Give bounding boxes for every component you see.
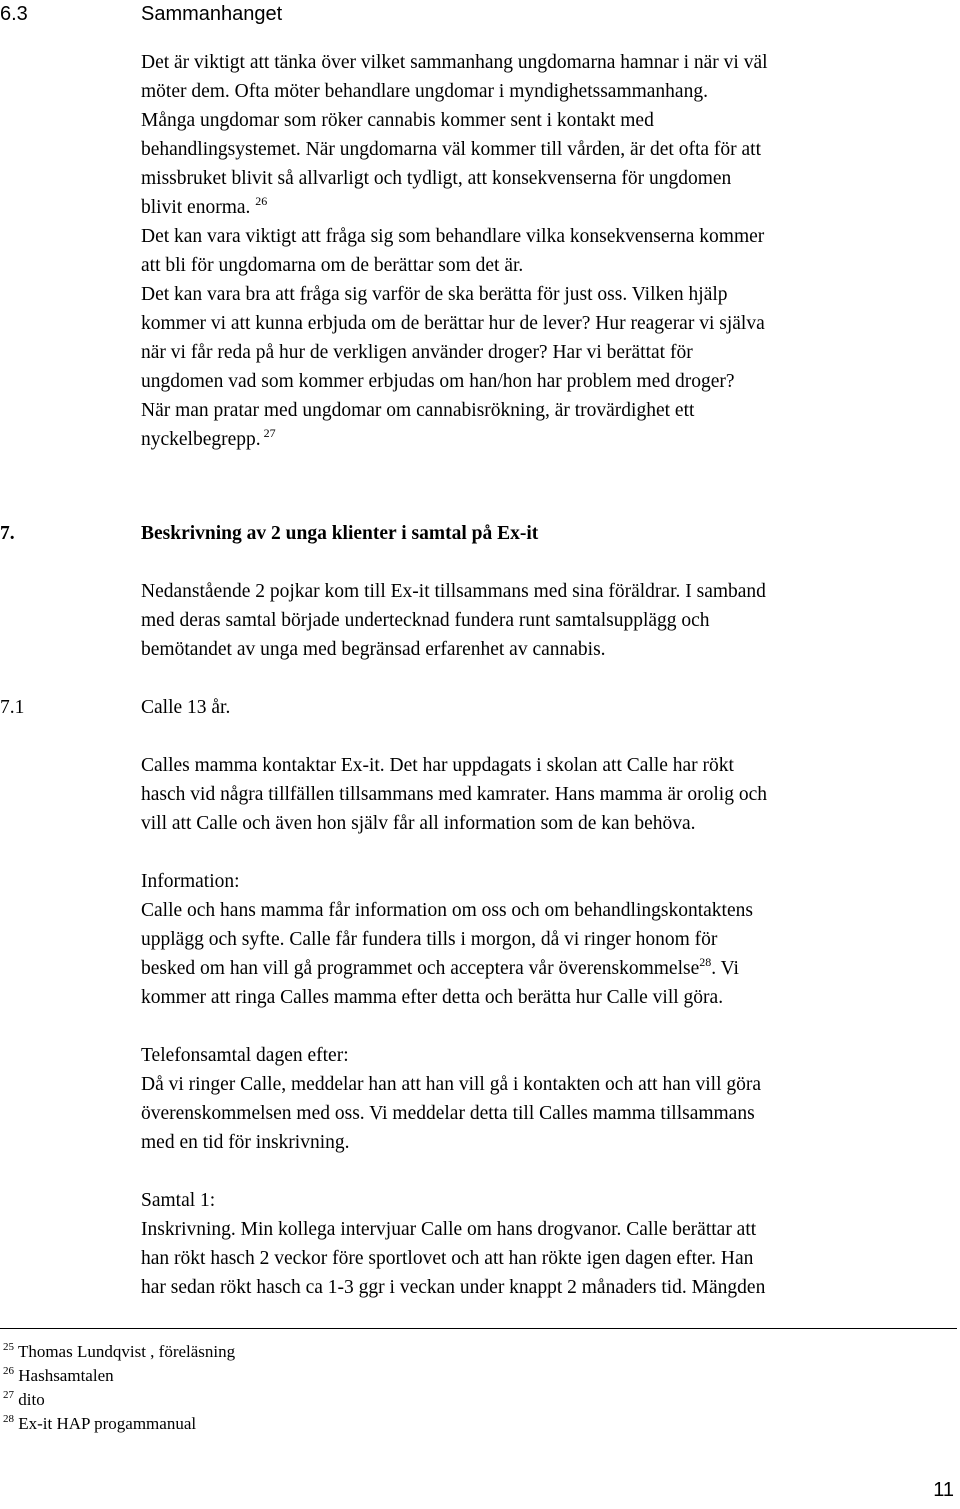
footnote-text: Ex-it HAP progammanual xyxy=(18,1414,197,1433)
section-title: Calle 13 år. xyxy=(141,697,231,718)
text-line: med deras samtal började undertecknad fundera runt samtalsupplägg och xyxy=(141,610,710,631)
text-line: att bli för ungdomarna om de berättar som det är. xyxy=(141,255,524,276)
footnote-ref: 26 xyxy=(255,194,268,208)
text-line: Nedanstående 2 pojkar kom till Ex-it tillsammans med sina föräldrar. I samband xyxy=(141,581,766,602)
text-line xyxy=(141,954,956,983)
section-6-3-body xyxy=(141,48,956,454)
section-number: 6.3 xyxy=(0,3,28,25)
text-line: vill att Calle och även hon själv får all information som de kan behöva. xyxy=(141,813,696,834)
text-line: Många ungdomar som röker cannabis kommer sent i kontakt med xyxy=(141,110,654,131)
section-7-1-intro xyxy=(141,751,956,838)
subheading: Telefonsamtal dagen efter: xyxy=(141,1045,349,1066)
section-7-body xyxy=(141,577,956,664)
footnote xyxy=(3,1364,235,1388)
telefonsamtal-block xyxy=(141,1041,956,1157)
section-title: Sammanhanget xyxy=(141,3,283,25)
text-fragment: . Vi xyxy=(711,958,739,979)
subheading: Samtal 1: xyxy=(141,1190,216,1211)
text-fragment: besked om han vill gå programmet och acceptera vår överenskommelse xyxy=(141,958,700,979)
text-line: möter dem. Ofta möter behandlare ungdomar i myndighetssammanhang. xyxy=(141,81,708,102)
footnote-ref xyxy=(261,426,276,440)
footnote-number: 27 xyxy=(3,1389,14,1401)
text-line: när vi får reda på hur de verkligen använder droger? Har vi berättat för xyxy=(141,342,693,363)
text-line: med en tid för inskrivning. xyxy=(141,1132,350,1153)
footnote-text: Thomas Lundqvist , föreläsning xyxy=(17,1342,236,1361)
footnote-divider xyxy=(0,1328,957,1329)
footnote-number: 28 xyxy=(3,1413,14,1425)
text-line: När man pratar med ungdomar om cannabisrökning, är trovärdighet ett xyxy=(141,400,695,421)
text-fragment: nyckelbegrepp. xyxy=(141,429,261,450)
text-line: Det kan vara viktigt att fråga sig som behandlare vilka konsekvenserna kommer xyxy=(141,226,765,247)
samtal-1-block xyxy=(141,1186,956,1302)
text-line: har sedan rökt hasch ca 1-3 ggr i veckan under knappt 2 månaders tid. Mängden xyxy=(141,1277,766,1298)
text-line: Det kan vara bra att fråga sig varför de ska berätta för just oss. Vilken hjälp xyxy=(141,284,728,305)
text-line: Calles mamma kontaktar Ex-it. Det har uppdagats i skolan att Calle har rökt xyxy=(141,755,734,776)
text-line: Calle och hans mamma får information om oss och om behandlingskontaktens xyxy=(141,900,753,921)
footnote-text: dito xyxy=(18,1390,45,1409)
text-line: kommer att ringa Calles mamma efter detta och berätta hur Calle vill göra. xyxy=(141,987,724,1008)
text-line: behandlingsystemet. När ungdomarna väl kommer till vården, är det ofta för att xyxy=(141,139,762,160)
footnote-number: 25 xyxy=(3,1341,14,1353)
text-line: kommer vi att kunna erbjuda om de berättar hur de lever? Hur reagerar vi själva xyxy=(141,313,765,334)
footnote-text: Hashsamtalen xyxy=(18,1366,114,1385)
text-line: hasch vid några tillfällen tillsammans med kamrater. Hans mamma är orolig och xyxy=(141,784,767,805)
section-number: 7.1 xyxy=(0,697,25,718)
text-line: överenskommelsen med oss. Vi meddelar detta till Calles mamma tillsammans xyxy=(141,1103,755,1124)
section-title: Beskrivning av 2 unga klienter i samtal på Ex-it xyxy=(141,523,539,544)
page-number: 11 xyxy=(933,1479,954,1501)
text-line: ungdomen vad som kommer erbjudas om han/hon har problem med droger? xyxy=(141,371,735,392)
footnote-number: 26 xyxy=(3,1365,14,1377)
section-number: 7. xyxy=(0,523,15,544)
footnotes xyxy=(3,1340,235,1436)
text-line: Inskrivning. Min kollega intervjuar Calle om hans drogvanor. Calle berättar att xyxy=(141,1219,757,1240)
subheading: Information: xyxy=(141,871,240,892)
text-fragment: blivit enorma. xyxy=(141,197,251,218)
text-line xyxy=(141,425,956,454)
footnote xyxy=(3,1412,235,1436)
information-block xyxy=(141,867,956,1012)
footnote xyxy=(3,1388,235,1412)
text-line: missbruket blivit så allvarligt och tydligt, att konsekvenserna för ungdomen xyxy=(141,168,732,189)
text-line: upplägg och syfte. Calle får fundera tills i morgon, då vi ringer honom för xyxy=(141,929,718,950)
text-line: han rökt hasch 2 veckor före sportlovet och att han rökte igen dagen efter. Han xyxy=(141,1248,754,1269)
footnote-ref-number: 27 xyxy=(263,426,276,440)
text-line: bemötandet av unga med begränsad erfarenhet av cannabis. xyxy=(141,639,606,660)
text-line: Då vi ringer Calle, meddelar han att han vill gå i kontakten och att han vill göra xyxy=(141,1074,762,1095)
footnote-ref: 28 xyxy=(699,955,712,969)
text-line xyxy=(141,193,956,222)
text-line: Det är viktigt att tänka över vilket sammanhang ungdomarna hamnar i när vi väl xyxy=(141,52,768,73)
footnote xyxy=(3,1340,235,1364)
